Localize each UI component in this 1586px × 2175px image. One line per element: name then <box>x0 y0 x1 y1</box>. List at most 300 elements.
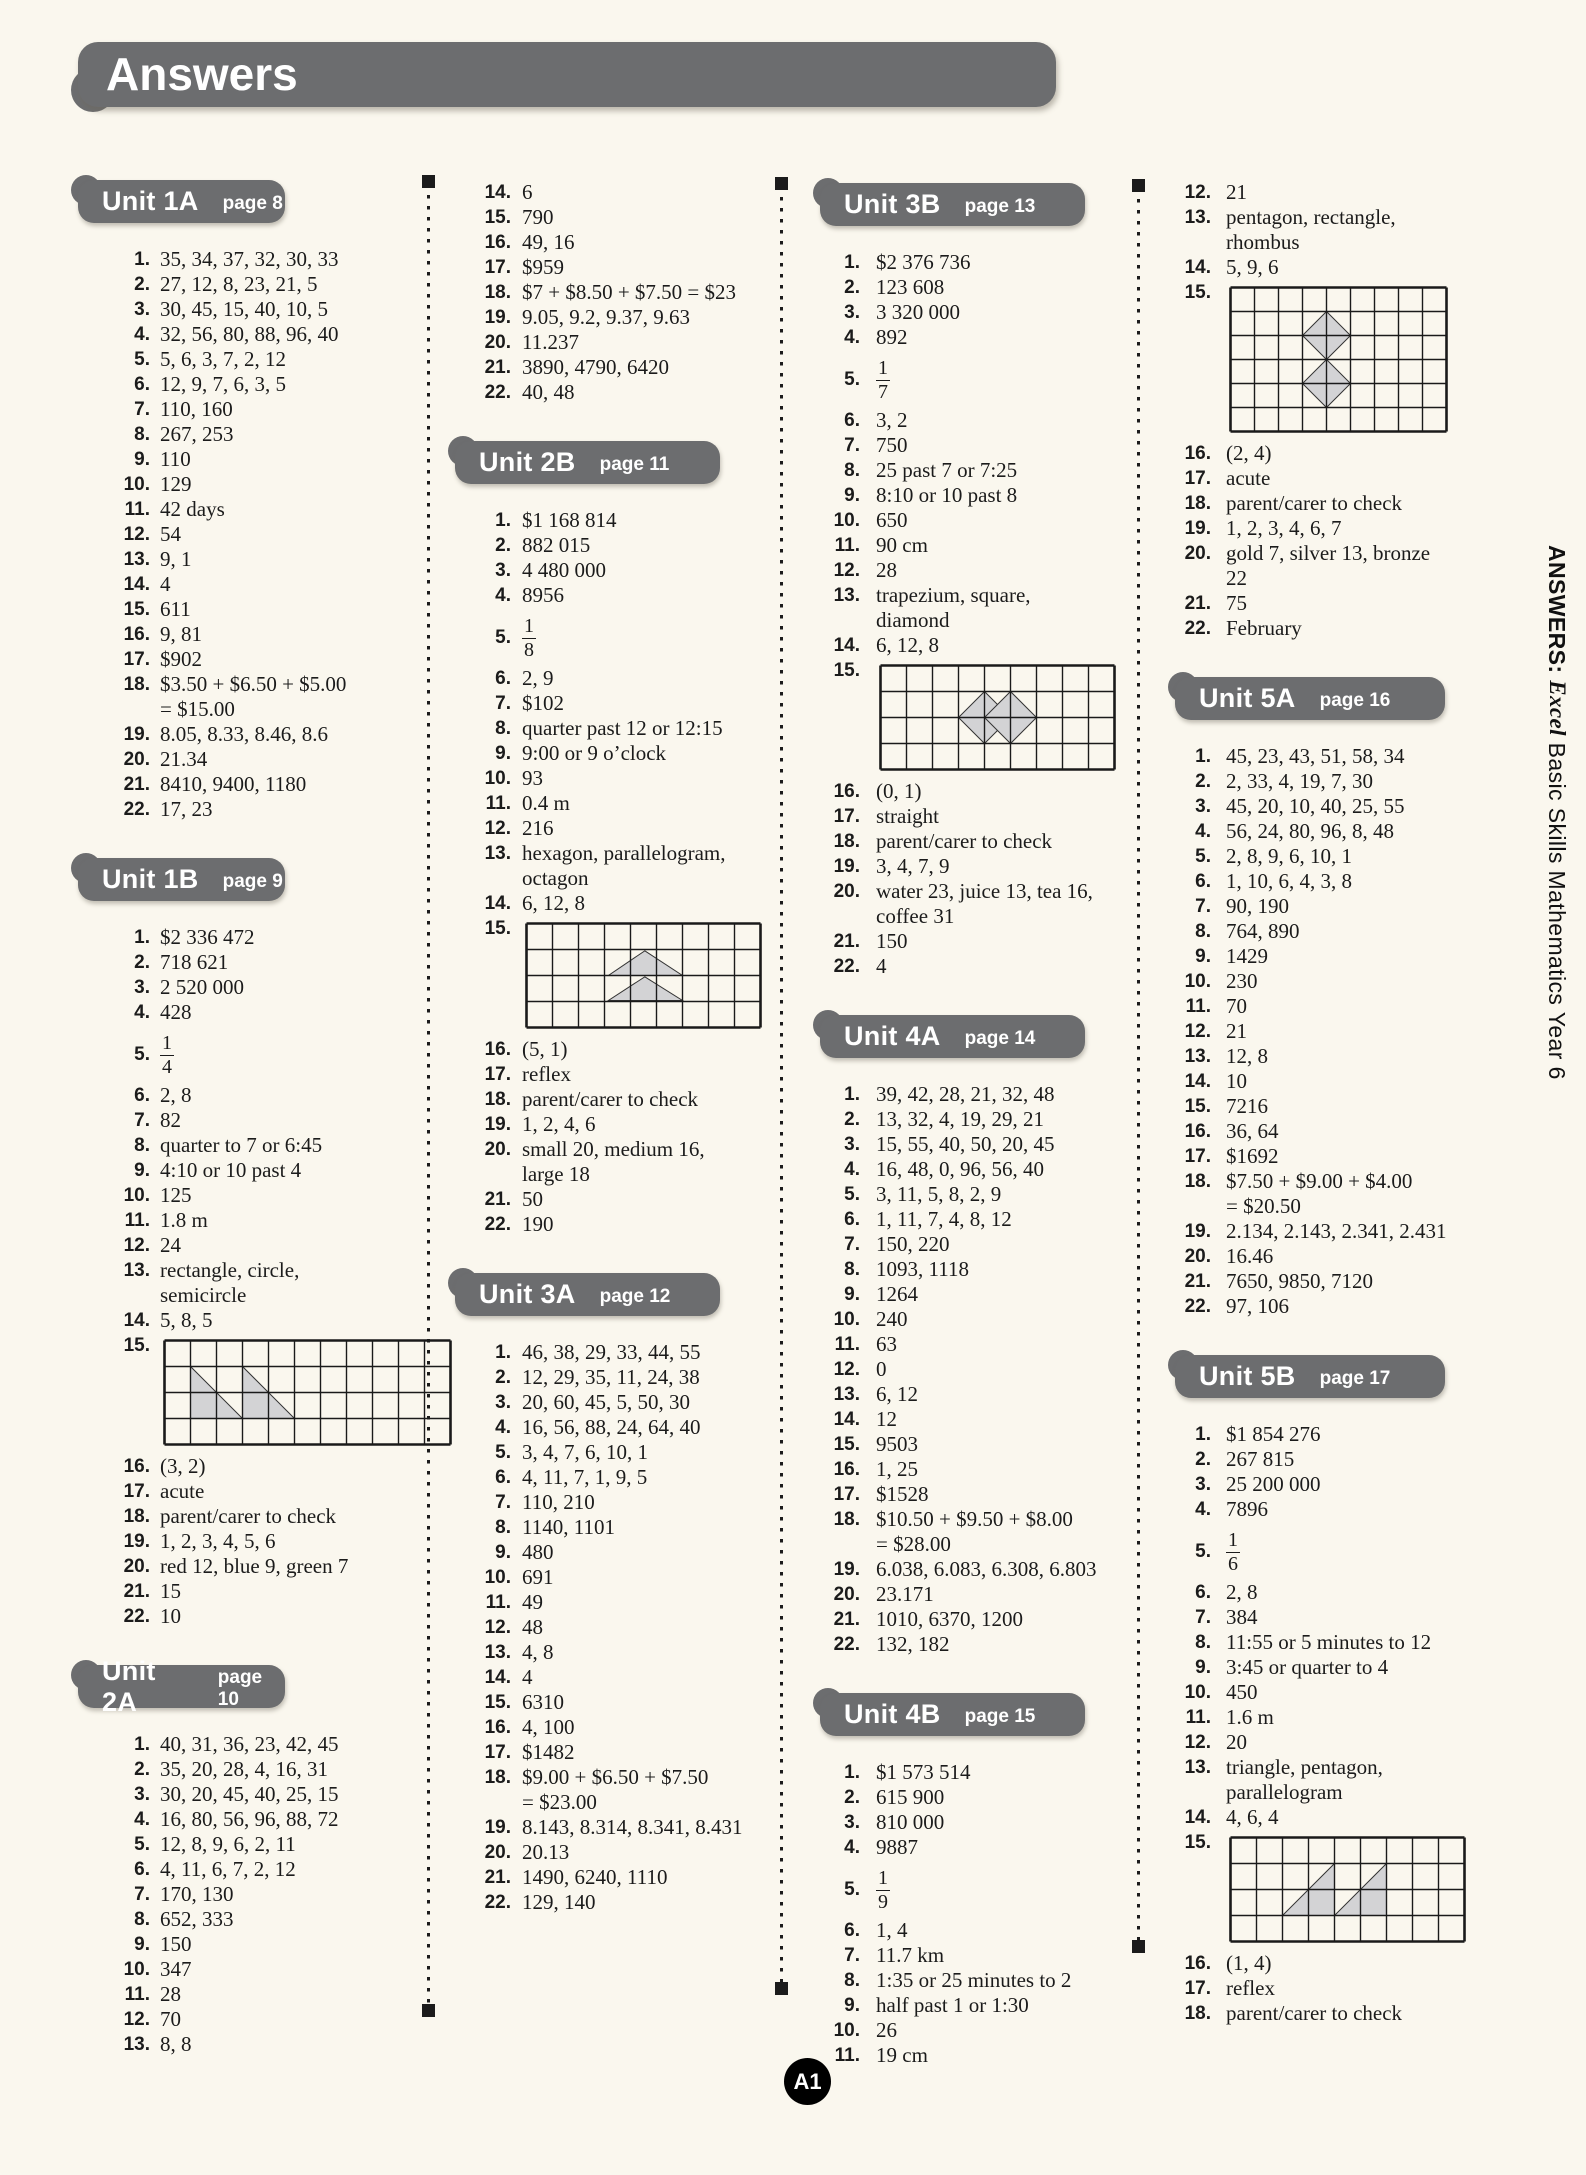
answer-item <box>820 633 1130 658</box>
answer-continuation: = $28.00 <box>876 1532 951 1556</box>
item-number: 3. <box>495 1392 511 1413</box>
item-number: 20. <box>1184 543 1211 564</box>
column-3 <box>820 183 1130 2068</box>
item-number: 14. <box>833 635 860 656</box>
answer-item <box>820 558 1130 583</box>
answer-item <box>78 1183 422 1208</box>
answer-item <box>78 1258 422 1308</box>
item-answer: 150 <box>876 929 908 953</box>
answer-item <box>455 180 770 205</box>
answer-item <box>78 272 422 297</box>
answer-item <box>820 433 1130 458</box>
answer-item <box>1175 994 1480 1019</box>
item-number: 14. <box>123 1310 150 1331</box>
answer-item <box>455 1415 770 1440</box>
item-answer: 40, 48 <box>522 380 575 404</box>
answer-grid <box>1228 1835 1467 1944</box>
answer-item <box>78 747 422 772</box>
item-number: 8. <box>844 460 860 481</box>
item-number: 10. <box>833 2020 860 2041</box>
item-number: 8. <box>134 1909 150 1930</box>
item-answer: 27, 12, 8, 23, 21, 5 <box>160 272 318 296</box>
item-number: 12. <box>1184 1021 1211 1042</box>
answer-item <box>1175 1094 1480 1119</box>
item-answer: (5, 1) <box>522 1037 568 1061</box>
unit-name: Unit 3B <box>844 189 941 219</box>
item-answer: 750 <box>876 433 908 457</box>
answer-continuation: = $23.00 <box>522 1790 597 1814</box>
item-answer: 428 <box>160 1000 192 1024</box>
answer-continuation: = $15.00 <box>160 697 235 721</box>
item-answer: 4 <box>160 572 171 596</box>
unit-name: Unit 1A <box>102 186 199 216</box>
answer-item <box>820 779 1130 804</box>
item-answer: 3, 2 <box>876 408 908 432</box>
item-answer: 8.05, 8.33, 8.46, 8.6 <box>160 722 328 746</box>
answer-item <box>78 322 422 347</box>
item-number: 21. <box>123 1581 150 1602</box>
item-number: 17. <box>484 257 511 278</box>
item-number: 1. <box>844 252 860 273</box>
item-answer: 1010, 6370, 1200 <box>876 1607 1023 1631</box>
divider-dotted-line <box>780 186 783 1986</box>
item-answer: 110, 210 <box>522 1490 595 1514</box>
item-number: 22. <box>123 799 150 820</box>
item-number: 14. <box>484 1667 511 1688</box>
item-answer: 650 <box>876 508 908 532</box>
item-number: 7. <box>844 1234 860 1255</box>
item-number: 14. <box>484 893 511 914</box>
answer-item <box>820 1282 1130 1307</box>
item-number: 7. <box>1195 1607 1211 1628</box>
answer-item <box>1175 1422 1480 1447</box>
answer-item <box>1175 1630 1480 1655</box>
item-answer: parent/carer to check <box>1226 491 1403 515</box>
answer-item <box>1175 1269 1480 1294</box>
answer-item <box>820 1943 1130 1968</box>
item-answer: 691 <box>522 1565 554 1589</box>
item-answer: 5, 9, 6 <box>1226 255 1279 279</box>
grid-shape <box>608 977 682 1001</box>
item-answer: trapezium, square, diamond <box>876 583 1031 632</box>
answer-item <box>820 1232 1130 1257</box>
answer-item <box>78 1807 422 1832</box>
answer-grid <box>524 921 763 1030</box>
item-answer: 8956 <box>522 583 564 607</box>
item-answer: 11.7 km <box>876 1943 945 1967</box>
item-number: 2. <box>495 535 511 556</box>
answer-item <box>1175 1655 1480 1680</box>
answer-item <box>78 975 422 1000</box>
answer-item <box>78 1832 422 1857</box>
answer-continuation: coffee 31 <box>876 904 955 928</box>
item-number: 12. <box>833 1359 860 1380</box>
divider-end-square <box>422 2004 435 2017</box>
answer-item <box>820 1332 1130 1357</box>
item-number: 2. <box>844 1109 860 1130</box>
item-number: 9. <box>134 449 150 470</box>
answer-item <box>455 1815 770 1840</box>
item-number: 16. <box>1184 1121 1211 1142</box>
item-answer: 35, 34, 37, 32, 30, 33 <box>160 247 339 271</box>
item-number: 20. <box>1184 1246 1211 1267</box>
answer-item <box>455 1440 770 1465</box>
answer-item <box>1175 1244 1480 1269</box>
item-number: 4. <box>844 1837 860 1858</box>
item-answer: 8410, 9400, 1180 <box>160 772 307 796</box>
answer-item <box>1175 769 1480 794</box>
divider-end-square <box>775 1982 788 1995</box>
answer-item <box>455 791 770 816</box>
item-answer: 32, 56, 80, 88, 96, 40 <box>160 322 339 346</box>
item-answer: 16, 80, 56, 96, 88, 72 <box>160 1807 339 1831</box>
item-number: 12. <box>123 524 150 545</box>
item-answer: 267 815 <box>1226 1447 1295 1471</box>
answer-item <box>78 1732 422 1757</box>
answer-grid <box>162 1338 453 1447</box>
answer-item <box>1175 1605 1480 1630</box>
unit-header-unit-3a <box>455 1273 720 1316</box>
item-number: 5. <box>1195 1540 1211 1562</box>
item-answer: 170, 130 <box>160 1882 234 1906</box>
item-number: 13. <box>833 585 860 606</box>
fraction-numerator: 1 <box>878 356 888 379</box>
answer-item <box>1175 1805 1480 1830</box>
item-answer: 3:45 or quarter to 4 <box>1226 1655 1389 1679</box>
answer-item <box>78 1857 422 1882</box>
item-number: 17. <box>833 1484 860 1505</box>
item-answer: 21 <box>1226 1019 1247 1043</box>
page-title-text: Answers <box>106 48 298 100</box>
item-answer: 267, 253 <box>160 422 234 446</box>
item-number: 3. <box>844 1134 860 1155</box>
item-number: 4. <box>134 1002 150 1023</box>
item-number: 2. <box>134 952 150 973</box>
item-answer: 9887 <box>876 1835 918 1859</box>
item-number: 21. <box>484 1867 511 1888</box>
item-answer: 39, 42, 28, 21, 32, 48 <box>876 1082 1055 1106</box>
item-number: 19. <box>123 724 150 745</box>
item-answer: 7896 <box>1226 1497 1268 1521</box>
column-divider-1 <box>427 178 430 2014</box>
answer-item <box>455 691 770 716</box>
item-answer: $1 168 814 <box>522 508 617 532</box>
item-number: 8. <box>134 424 150 445</box>
answer-item <box>78 1000 422 1025</box>
column-divider-2 <box>780 180 783 1992</box>
answer-item <box>1175 1044 1480 1069</box>
unit-page-ref: page 16 <box>1319 689 1391 711</box>
item-number: 6. <box>844 410 860 431</box>
answer-item <box>1175 869 1480 894</box>
answer-item <box>455 816 770 841</box>
answer-item <box>1175 1019 1480 1044</box>
answer-item <box>820 804 1130 829</box>
item-number: 2. <box>844 277 860 298</box>
item-number: 7. <box>844 435 860 456</box>
answer-item <box>1175 844 1480 869</box>
answer-list <box>78 1732 422 2057</box>
item-number: 10. <box>1184 1682 1211 1703</box>
answer-item <box>78 1604 422 1629</box>
item-number: 4. <box>495 585 511 606</box>
answer-item <box>820 854 1130 879</box>
item-answer: 129 <box>160 472 192 496</box>
item-number: 12. <box>1184 1732 1211 1753</box>
item-number: 8. <box>844 1259 860 1280</box>
item-number: 5. <box>134 1043 150 1065</box>
answer-item <box>455 230 770 255</box>
answer-item <box>78 472 422 497</box>
answer-item <box>455 1715 770 1740</box>
answer-item <box>78 1579 422 1604</box>
item-number: 9. <box>134 1934 150 1955</box>
item-number: 13. <box>1184 207 1211 228</box>
item-answer: 54 <box>160 522 181 546</box>
item-number: 4. <box>1195 821 1211 842</box>
answer-item <box>78 1025 422 1083</box>
item-number: 22. <box>123 1606 150 1627</box>
answer-item <box>455 205 770 230</box>
item-number: 15. <box>833 660 860 681</box>
fraction-denominator: 9 <box>878 1890 888 1913</box>
item-answer: 1093, 1118 <box>876 1257 969 1281</box>
item-number: 2. <box>1195 771 1211 792</box>
item-answer: 1, 10, 6, 4, 3, 8 <box>1226 869 1352 893</box>
item-answer: 6 <box>522 180 533 204</box>
item-number: 1. <box>495 510 511 531</box>
answer-item <box>820 483 1130 508</box>
answer-item <box>455 1062 770 1087</box>
item-answer: 8, 8 <box>160 2032 192 2056</box>
item-number: 5. <box>1195 846 1211 867</box>
answer-item <box>455 1490 770 1515</box>
answer-item <box>820 1582 1130 1607</box>
item-answer: parent/carer to check <box>1226 2001 1403 2025</box>
item-answer: 93 <box>522 766 543 790</box>
answer-item <box>455 1640 770 1665</box>
item-number: 10. <box>484 768 511 789</box>
item-number: 4. <box>1195 1499 1211 1520</box>
item-answer: water 23, juice 13, tea 16, coffee 31 <box>876 879 1093 928</box>
column-4 <box>1175 180 1480 2026</box>
answer-item <box>1175 180 1480 205</box>
item-number: 15. <box>484 918 511 939</box>
answer-continuation: large 18 <box>522 1162 590 1186</box>
item-number: 12. <box>833 560 860 581</box>
item-answer: 16, 56, 88, 24, 64, 40 <box>522 1415 701 1439</box>
item-answer: 45, 20, 10, 40, 25, 55 <box>1226 794 1405 818</box>
item-number: 1. <box>134 249 150 270</box>
answer-item <box>455 741 770 766</box>
answer-item <box>78 1233 422 1258</box>
divider-end-square <box>1132 179 1145 192</box>
answer-item <box>820 1257 1130 1282</box>
item-answer <box>1226 1527 1240 1576</box>
fraction <box>876 357 890 404</box>
item-answer: 25 200 000 <box>1226 1472 1321 1496</box>
item-answer: 82 <box>160 1108 181 1132</box>
fraction <box>160 1032 174 1079</box>
sidebar-prefix: ANSWERS: <box>1544 545 1570 681</box>
divider-end-square <box>775 177 788 190</box>
grid-shape <box>608 951 682 976</box>
answer-item <box>1175 1755 1480 1805</box>
item-answer: 12, 29, 35, 11, 24, 38 <box>522 1365 700 1389</box>
answer-item <box>820 458 1130 483</box>
item-number: 13. <box>123 1260 150 1281</box>
item-number: 14. <box>1184 257 1211 278</box>
item-number: 13. <box>1184 1046 1211 1067</box>
answer-item <box>455 1465 770 1490</box>
answer-continuation: octagon <box>522 866 589 890</box>
answer-item <box>820 879 1130 929</box>
item-answer <box>1226 280 1449 441</box>
answer-item <box>78 2032 422 2057</box>
item-answer: 45, 23, 43, 51, 58, 34 <box>1226 744 1405 768</box>
item-number: 13. <box>833 1384 860 1405</box>
item-answer: 28 <box>160 1982 181 2006</box>
answer-item <box>820 1407 1130 1432</box>
item-answer <box>876 1865 890 1914</box>
item-answer: small 20, medium 16, large 18 <box>522 1137 705 1186</box>
item-number: 5. <box>844 368 860 390</box>
item-number: 21. <box>484 1189 511 1210</box>
item-answer: 8.143, 8.314, 8.341, 8.431 <box>522 1815 743 1839</box>
item-answer: 17, 23 <box>160 797 213 821</box>
item-number: 17. <box>123 1481 150 1502</box>
answer-item <box>455 1087 770 1112</box>
item-answer: 6, 12, 8 <box>522 891 585 915</box>
item-number: 20. <box>484 332 511 353</box>
answer-item <box>820 583 1130 633</box>
answer-item <box>820 408 1130 433</box>
item-answer: 24 <box>160 1233 181 1257</box>
answer-item <box>820 1107 1130 1132</box>
item-number: 18. <box>833 831 860 852</box>
answer-item <box>1175 1069 1480 1094</box>
divider-end-square <box>1132 1940 1145 1953</box>
item-answer: 1, 2, 3, 4, 6, 7 <box>1226 516 1342 540</box>
item-number: 11. <box>834 2045 860 2066</box>
answer-item <box>820 1182 1130 1207</box>
item-number: 8. <box>1195 921 1211 942</box>
item-answer: 9503 <box>876 1432 918 1456</box>
item-answer: 12 <box>876 1407 897 1431</box>
answer-list <box>1175 744 1480 1319</box>
answer-item <box>78 247 422 272</box>
answer-item <box>820 1835 1130 1860</box>
item-number: 12. <box>123 1235 150 1256</box>
item-answer: 1264 <box>876 1282 918 1306</box>
answer-item <box>1175 794 1480 819</box>
answer-item <box>455 716 770 741</box>
item-number: 3. <box>495 560 511 581</box>
item-answer: 2, 8 <box>1226 1580 1258 1604</box>
answer-item <box>455 533 770 558</box>
item-number: 20. <box>833 881 860 902</box>
item-number: 19. <box>833 1559 860 1580</box>
item-answer: quarter to 7 or 6:45 <box>160 1133 323 1157</box>
item-number: 16. <box>833 1459 860 1480</box>
answer-grid <box>1228 285 1449 434</box>
answer-item <box>455 1340 770 1365</box>
answer-item <box>820 929 1130 954</box>
answer-item <box>78 547 422 572</box>
answer-item <box>455 1565 770 1590</box>
unit-header-unit-3b <box>820 183 1085 226</box>
item-number: 9. <box>844 485 860 506</box>
answer-item <box>1175 919 1480 944</box>
item-number: 21. <box>833 1609 860 1630</box>
item-answer: 30, 20, 45, 40, 25, 15 <box>160 1782 339 1806</box>
item-answer: triangle, pentagon, parallelogram <box>1226 1755 1383 1804</box>
item-number: 17. <box>833 806 860 827</box>
answer-item <box>78 447 422 472</box>
column-divider-3 <box>1137 182 1140 1950</box>
item-answer: $2 336 472 <box>160 925 255 949</box>
item-number: 17. <box>484 1064 511 1085</box>
answer-item <box>820 325 1130 350</box>
item-answer: (0, 1) <box>876 779 922 803</box>
item-answer: 2.134, 2.143, 2.341, 2.431 <box>1226 1219 1447 1243</box>
item-number: 21. <box>1184 593 1211 614</box>
item-answer: 6.038, 6.083, 6.308, 6.803 <box>876 1557 1097 1581</box>
item-number: 5. <box>844 1184 860 1205</box>
answer-item <box>455 1890 770 1915</box>
item-answer: 5, 6, 3, 7, 2, 12 <box>160 347 286 371</box>
item-answer: 810 000 <box>876 1810 945 1834</box>
answer-item <box>820 954 1130 979</box>
item-answer: $102 <box>522 691 564 715</box>
unit-page-ref: page 10 <box>217 1666 263 1710</box>
answer-item <box>1175 591 1480 616</box>
item-answer: 0 <box>876 1357 887 1381</box>
item-answer: 480 <box>522 1540 554 1564</box>
item-answer: 2 520 000 <box>160 975 244 999</box>
unit-header-unit-2b <box>455 441 720 484</box>
item-number: 11. <box>1185 996 1211 1017</box>
item-number: 2. <box>1195 1449 1211 1470</box>
item-number: 15. <box>123 599 150 620</box>
item-answer: 46, 38, 29, 33, 44, 55 <box>522 1340 701 1364</box>
item-answer <box>1226 1830 1467 1951</box>
answer-item <box>455 1187 770 1212</box>
item-answer: $902 <box>160 647 202 671</box>
item-answer: 615 900 <box>876 1785 945 1809</box>
answer-item <box>455 1390 770 1415</box>
answer-item <box>78 597 422 622</box>
item-number: 7. <box>134 1884 150 1905</box>
answer-item <box>78 1882 422 1907</box>
item-answer: 892 <box>876 325 908 349</box>
item-answer: 3, 4, 7, 6, 10, 1 <box>522 1440 648 1464</box>
answer-item <box>1175 1447 1480 1472</box>
item-number: 22. <box>833 1634 860 1655</box>
item-number: 3. <box>134 977 150 998</box>
item-number: 11. <box>124 1984 150 2005</box>
item-number: 1. <box>844 1084 860 1105</box>
answer-list <box>820 1082 1130 1657</box>
answer-item <box>455 1765 770 1815</box>
item-number: 9. <box>495 1542 511 1563</box>
item-number: 4. <box>134 1809 150 1830</box>
item-answer: 4 <box>522 1665 533 1689</box>
item-number: 15. <box>484 1692 511 1713</box>
answer-item <box>78 1208 422 1233</box>
item-answer: 7216 <box>1226 1094 1268 1118</box>
answer-item <box>455 1865 770 1890</box>
